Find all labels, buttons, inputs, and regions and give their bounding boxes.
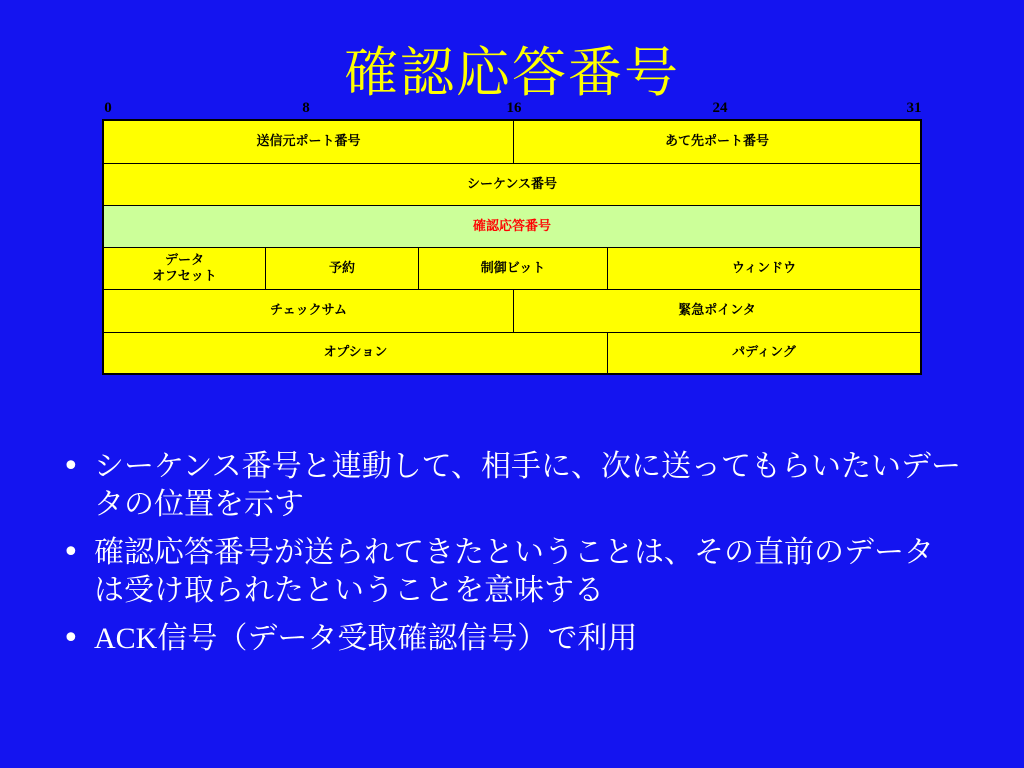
tcp-header-diagram <box>102 119 922 375</box>
bullet-dot-icon: • <box>62 621 80 656</box>
bullet-text: 信号（データ受取確認信号）で利用 <box>157 621 638 656</box>
bullet-item <box>62 534 962 610</box>
bullet-dot-icon: • <box>62 535 80 570</box>
bit-scale <box>0 100 1024 120</box>
header-row <box>104 121 920 164</box>
header-row-highlighted <box>104 206 920 248</box>
bullet-item <box>62 448 962 524</box>
bit-label-0: 0 <box>104 100 112 116</box>
urgent-pointer-field: 緊急ポインタ <box>678 303 756 318</box>
header-row <box>104 290 920 333</box>
bit-label-16: 16 <box>506 100 522 116</box>
bullet-list <box>62 448 962 668</box>
header-row <box>104 333 920 373</box>
bullet-dot-icon: • <box>62 449 80 484</box>
source-port-field: 送信元ポート番号 <box>104 121 514 163</box>
slide-title: 確認応答番号 <box>344 41 680 104</box>
window-field: ウィンドウ <box>731 260 797 276</box>
checksum-field: チェックサム <box>104 290 514 332</box>
padding-field: パディング <box>732 345 796 360</box>
header-row <box>104 164 920 206</box>
sequence-number-field: シーケンス番号 <box>467 176 557 192</box>
bullet-text-ack: ACK <box>94 622 158 655</box>
options-field: オプション <box>104 333 608 373</box>
data-offset-field: データ オフセット <box>104 248 266 289</box>
bit-label-31: 31 <box>906 100 922 116</box>
bit-label-8: 8 <box>302 100 310 116</box>
bullet-item <box>62 620 962 658</box>
reserved-field: 予約 <box>266 248 419 289</box>
control-bits-field: 制御ビット <box>419 248 608 289</box>
header-row <box>104 248 920 290</box>
bullet-text: シーケンス番号と連動して、相手に、次に送ってもらいたいデータの位置を示す <box>94 449 961 522</box>
bit-label-24: 24 <box>712 100 728 116</box>
bullet-text: 確認応答番号が送られてきたということは、その直前のデータは受け取られたということを意味する <box>94 535 934 608</box>
ack-number-field: 確認応答番号 <box>472 218 551 234</box>
destination-port-field: あて先ポート番号 <box>664 134 769 149</box>
